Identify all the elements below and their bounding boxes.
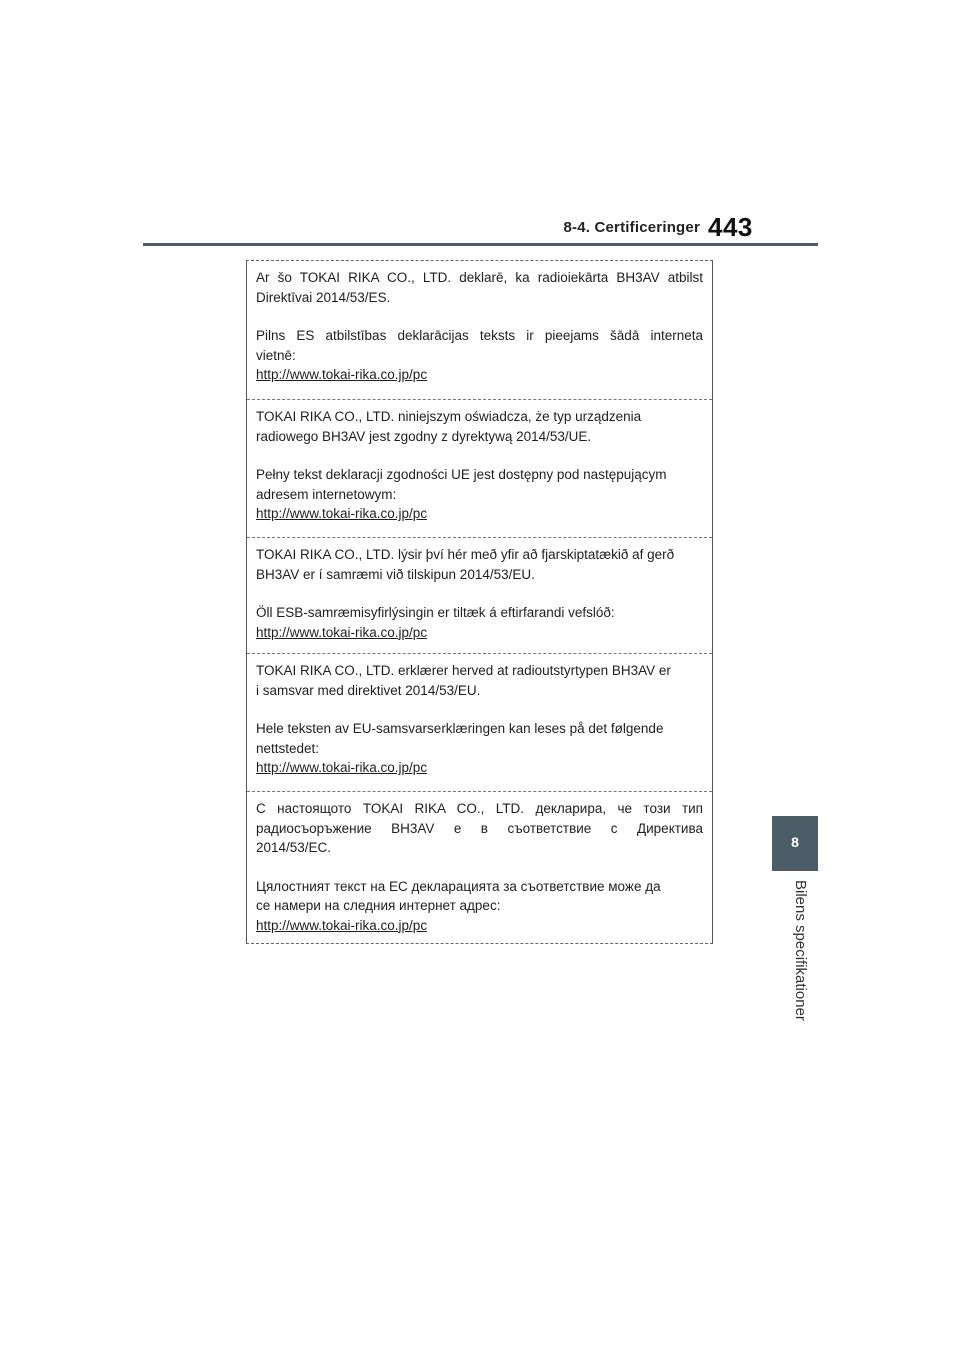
declaration-bulgarian: [247, 791, 712, 943]
declaration-text: Direktīvai 2014/53/ES.: [256, 289, 391, 305]
declaration-url[interactable]: http://www.tokai-rika.co.jp/pc: [256, 506, 428, 521]
declaration-text: Ar šo TOKAI RIKA CO., LTD. deklarē, ka radioiekārta BH3AV atbilst: [256, 270, 703, 285]
declaration-text: Öll ESB-samræmisyfirlýsingin er tiltæk á eftirfarandi vefslóð:: [256, 605, 615, 620]
declaration-text: vietnē:: [256, 347, 296, 363]
declaration-text: adresem internetowym:: [256, 486, 397, 502]
header-rule: [143, 243, 818, 246]
declaration-url[interactable]: http://www.tokai-rika.co.jp/pc: [256, 917, 428, 933]
declaration-url[interactable]: http://www.tokai-rika.co.jp/pc: [256, 760, 428, 775]
declaration-text: Pełny tekst deklaracji zgodności UE jest dostępny pod następującym: [256, 467, 667, 482]
declaration-text: TOKAI RIKA CO., LTD. lýsir því hér með yfir að fjarskiptatækið af gerð: [256, 547, 675, 562]
declaration-text: radiowego BH3AV jest zgodny z dyrektywą 2014/53/UE.: [256, 428, 592, 444]
chapter-title: Bilens specifikationer: [792, 880, 809, 1021]
declaration-url[interactable]: http://www.tokai-rika.co.jp/pc: [256, 367, 428, 382]
declaration-text: Цялостният текст на ЕС декларацията за съответствие може да: [256, 878, 661, 894]
declaration-text: BH3AV er í samræmi við tilskipun 2014/53/EU.: [256, 566, 535, 582]
declaration-text: nettstedet:: [256, 740, 320, 756]
declaration-latvian: [247, 261, 712, 399]
declaration-text: TOKAI RIKA CO., LTD. niniejszym oświadcza, że typ urządzenia: [256, 409, 642, 424]
declaration-icelandic: [247, 537, 712, 653]
declaration-text: се намери на следния интернет адрес:: [256, 898, 501, 913]
declaration-text: Hele teksten av EU-samsvarserklæringen kan leses på det følgende: [256, 721, 664, 736]
declaration-text: С настоящото TOKAI RIKA CO., LTD. декларира, че този тип: [256, 801, 703, 816]
declaration-text: i samsvar med direktivet 2014/53/EU.: [256, 682, 481, 698]
declaration-url[interactable]: http://www.tokai-rika.co.jp/pc: [256, 624, 428, 640]
declaration-table: [246, 260, 713, 944]
declaration-text: радиосъоръжение BH3AV е в съответствие с Директива: [256, 820, 703, 836]
declaration-text: 2014/53/ЕС.: [256, 840, 332, 855]
chapter-tab: [772, 816, 818, 871]
declaration-text: Pilns ES atbilstības deklarācijas teksts ir pieejams šādā interneta: [256, 328, 703, 343]
page-number: 443: [708, 212, 753, 242]
declaration-norwegian: [247, 653, 712, 791]
declaration-polish: [247, 399, 712, 537]
section-title: 8-4. Certificeringer: [563, 219, 700, 236]
declaration-text: TOKAI RIKA CO., LTD. erklærer herved at radioutstyrtypen BH3AV er: [256, 663, 671, 678]
chapter-number: 8: [791, 834, 799, 850]
